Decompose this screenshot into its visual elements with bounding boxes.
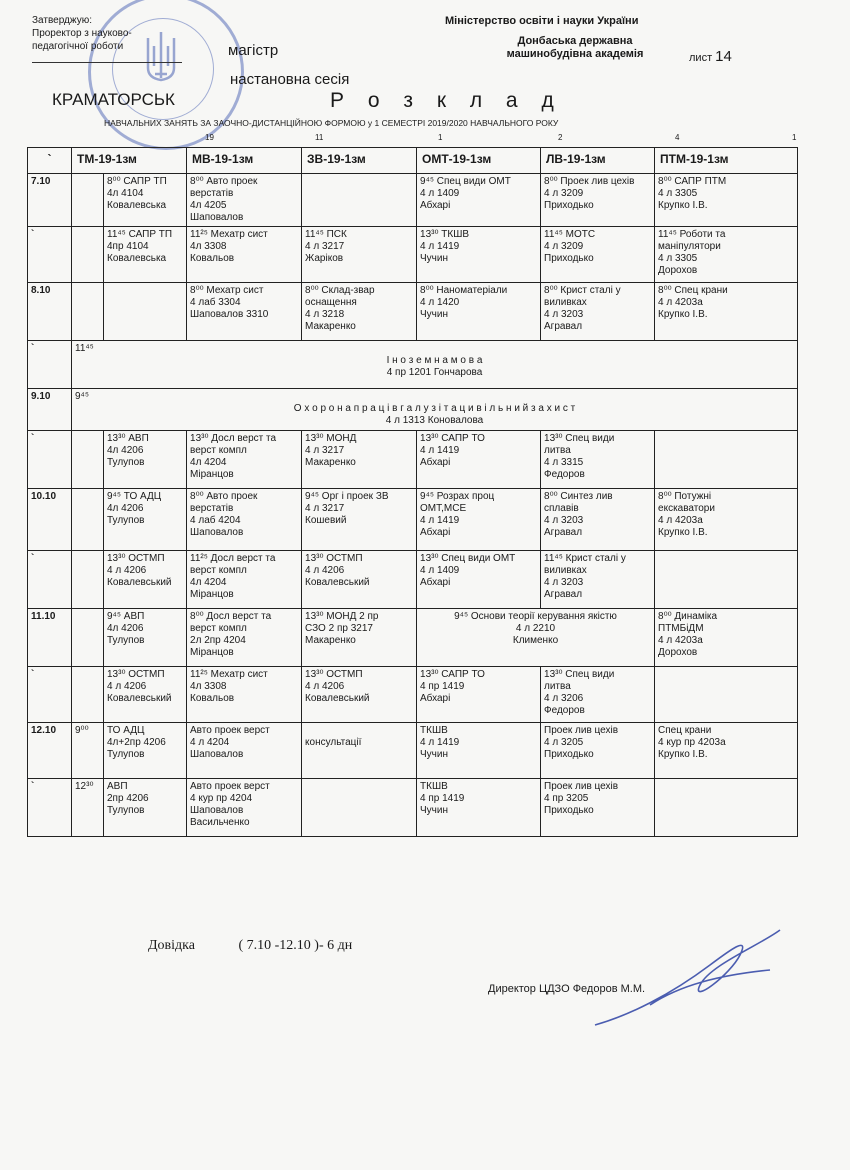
group-count: 1	[438, 133, 443, 142]
institution-line-1: Донбаська державна	[517, 35, 633, 47]
day-cell: 11.10	[28, 609, 72, 667]
time-cell	[72, 489, 104, 551]
day-cell: 7.10	[28, 174, 72, 227]
session-label: настановна сесія	[230, 71, 350, 88]
class-cell: ТКШВ 4 пр 1419 Чучин	[417, 779, 541, 837]
class-time: 11⁴⁵	[75, 343, 94, 354]
class-cell: 13³⁰ ОСТМП 4 л 4206 Ковалевський	[104, 667, 187, 723]
class-cell: 13³⁰ МОНД 2 пр СЗО 2 пр 3217 Макаренко	[302, 609, 417, 667]
class-cell: Авто проек верст 4 л 4204 Шаповалов	[187, 723, 302, 779]
institution-name	[470, 35, 680, 61]
class-cell: 13³⁰ МОНД 4 л 3217 Макаренко	[302, 431, 417, 489]
group-header: ПТМ-19-1зм	[655, 148, 798, 174]
class-cell	[655, 551, 798, 609]
class-cell: Проек лив цехів 4 л 3205 Приходько	[541, 723, 655, 779]
reference-value: ( 7.10 -12.10 )- 6 дн	[238, 938, 353, 953]
approval-block	[32, 14, 192, 63]
group-count: 11	[315, 133, 324, 142]
class-title: І н о з е м н а м о в а	[386, 355, 483, 366]
class-cell: Проек лив цехів 4 пр 3205 Приходько	[541, 779, 655, 837]
full-width-class-cell	[72, 341, 798, 389]
class-cell	[302, 779, 417, 837]
class-cell: 8⁰⁰ Потужні екскаватори 4 л 4203а Крупко І.В.	[655, 489, 798, 551]
group-header: МВ-19-1зм	[187, 148, 302, 174]
class-cell: 9⁴⁵ ТО АДЦ 4л 4206 Тулупов	[104, 489, 187, 551]
time-cell	[72, 283, 104, 341]
day-cell: `	[28, 341, 72, 389]
class-cell: 9⁴⁵ АВП 4л 4206 Тулупов	[104, 609, 187, 667]
sheet-value: 14	[715, 48, 732, 65]
table-row	[28, 609, 798, 667]
class-cell: 8⁰⁰ Досл верст та верст компл 2л 2пр 4204 Міранцов	[187, 609, 302, 667]
time-cell: 12³⁰	[72, 779, 104, 837]
group-count: 4	[675, 133, 680, 142]
group-header: ЗВ-19-1зм	[302, 148, 417, 174]
table-row	[28, 227, 798, 283]
class-cell: 11⁴⁵ Крист сталі у виливках 4 л 3203 Агравал	[541, 551, 655, 609]
day-cell: `	[28, 431, 72, 489]
class-cell: консультації	[302, 723, 417, 779]
time-cell	[72, 431, 104, 489]
class-cell: 13³⁰ Досл верст та верст компл 4л 4204 Міранцов	[187, 431, 302, 489]
class-cell	[655, 667, 798, 723]
sheet-number	[689, 48, 732, 65]
class-info: 4 л 1313 Коновалова	[385, 415, 484, 426]
reference-label: Довідка	[148, 938, 195, 953]
class-title: О х о р о н а п р а ц і в г а л у з і т а ц и в і л ь н и й з а х и с т	[293, 403, 576, 414]
class-cell: 8⁰⁰ Авто проек верстатів 4л 4205 Шаповалов	[187, 174, 302, 227]
class-cell: 8⁰⁰ Синтез лив сплавів 4 л 3203 Агравал	[541, 489, 655, 551]
class-cell: 13³⁰ ТКШВ 4 л 1419 Чучин	[417, 227, 541, 283]
approval-line-2: Проректор з науково-	[32, 28, 132, 39]
time-cell	[72, 551, 104, 609]
class-cell	[104, 283, 187, 341]
class-cell: ТКШВ 4 л 1419 Чучин	[417, 723, 541, 779]
class-cell: ТО АДЦ 4л+2пр 4206 Тулупов	[104, 723, 187, 779]
day-cell: 12.10	[28, 723, 72, 779]
class-cell: 8⁰⁰ САПР ПТМ 4 л 3305 Крупко І.В.	[655, 174, 798, 227]
schedule-table	[27, 147, 798, 837]
time-cell	[72, 227, 104, 283]
table-row	[28, 551, 798, 609]
group-counts	[190, 133, 800, 145]
degree-label: магістр	[228, 42, 279, 59]
ministry-name: Міністерство освіти і науки України	[445, 15, 639, 27]
group-header: ТМ-19-1зм	[72, 148, 187, 174]
table-row	[28, 174, 798, 227]
class-cell: 11²⁵ Мехатр сист 4л 3308 Ковальов	[187, 667, 302, 723]
class-cell	[655, 779, 798, 837]
schedule-body	[28, 174, 798, 837]
group-header: ЛВ-19-1зм	[541, 148, 655, 174]
class-cell: 11⁴⁵ САПР ТП 4пр 4104 Ковалевська	[104, 227, 187, 283]
class-cell: 8⁰⁰ Авто проек верстатів 4 лаб 4204 Шаповалов	[187, 489, 302, 551]
group-count: 19	[205, 133, 214, 142]
class-cell: 11⁴⁵ ПСК 4 л 3217 Жаріков	[302, 227, 417, 283]
approval-line-3: педагогічної роботи	[32, 41, 124, 52]
class-cell: 8⁰⁰ Наноматеріали 4 л 1420 Чучин	[417, 283, 541, 341]
class-time: 9⁴⁵	[75, 391, 90, 402]
table-row	[28, 341, 798, 389]
class-cell: 11²⁵ Мехатр сист 4л 3308 Ковальов	[187, 227, 302, 283]
day-cell: `	[28, 551, 72, 609]
class-cell: 9⁴⁵ Спец види ОМТ 4 л 1409 Абхарі	[417, 174, 541, 227]
class-cell: 13³⁰ Спец види литва 4 л 3206 Федоров	[541, 667, 655, 723]
corner-cell: `	[28, 148, 72, 174]
class-cell: 9⁴⁵ Розрах проц ОМТ,МСЕ 4 л 1419 Абхарі	[417, 489, 541, 551]
class-cell: 13³⁰ САПР ТО 4 л 1419 Абхарі	[417, 431, 541, 489]
institution-line-2: машинобудівна академія	[506, 48, 644, 60]
table-row	[28, 283, 798, 341]
class-cell: 8⁰⁰ Динаміка ПТМБіДМ 4 л 4203а Дорохов	[655, 609, 798, 667]
table-row	[28, 489, 798, 551]
signature-line	[32, 53, 182, 63]
page-subtitle: НАВЧАЛЬНИХ ЗАНЯТЬ ЗА ЗАОЧНО-ДИСТАНЦІЙНОЮ ФОРМОЮ у 1 СЕМЕСТРІ 2019/2020 НАВЧАЛЬНОГО РОКУ	[104, 118, 559, 128]
table-row	[28, 779, 798, 837]
day-cell: `	[28, 779, 72, 837]
class-cell: 13³⁰ ОСТМП 4 л 4206 Ковалевський	[302, 667, 417, 723]
time-cell	[72, 174, 104, 227]
class-cell	[655, 431, 798, 489]
group-count: 2	[558, 133, 563, 142]
day-cell: `	[28, 667, 72, 723]
class-cell: 8⁰⁰ Проек лив цехів 4 л 3209 Приходько	[541, 174, 655, 227]
city-label: КРАМАТОРСЬК	[52, 90, 175, 109]
class-cell: 11²⁵ Досл верст та верст компл 4л 4204 Міранцов	[187, 551, 302, 609]
class-cell: 8⁰⁰ Крист сталі у виливках 4 л 3203 Агравал	[541, 283, 655, 341]
class-cell: 8⁰⁰ Склад-звар оснащення 4 л 3218 Макаренко	[302, 283, 417, 341]
class-cell: 8⁰⁰ Мехатр сист 4 лаб 3304 Шаповалов 3310	[187, 283, 302, 341]
class-cell: Спец крани 4 кур пр 4203а Крупко І.В.	[655, 723, 798, 779]
class-cell: 13³⁰ АВП 4л 4206 Тулупов	[104, 431, 187, 489]
full-width-class-cell	[72, 389, 798, 431]
day-cell: 8.10	[28, 283, 72, 341]
class-cell: 8⁰⁰ Спец крани 4 л 4203а Крупко І.В.	[655, 283, 798, 341]
table-header-row	[28, 148, 798, 174]
class-cell: 13³⁰ Спец види литва 4 л 3315 Федоров	[541, 431, 655, 489]
class-cell: 13³⁰ ОСТМП 4 л 4206 Ковалевський	[302, 551, 417, 609]
group-header: ОМТ-19-1зм	[417, 148, 541, 174]
day-cell: 10.10	[28, 489, 72, 551]
reference-note	[148, 938, 352, 954]
class-cell	[302, 174, 417, 227]
sheet-label: лист	[689, 52, 713, 64]
class-cell: Авто проек верст 4 кур пр 4204 Шаповалов Васильченко	[187, 779, 302, 837]
handwritten-signature	[590, 925, 790, 1035]
class-cell: 13³⁰ САПР ТО 4 пр 1419 Абхарі	[417, 667, 541, 723]
page-title: Р о з к л а д	[330, 89, 563, 112]
approval-line-1: Затверджую:	[32, 15, 92, 26]
table-row	[28, 431, 798, 489]
time-cell	[72, 609, 104, 667]
class-cell: 11⁴⁵ Роботи та маніпулятори 4 л 3305 Дорохов	[655, 227, 798, 283]
day-cell: 9.10	[28, 389, 72, 431]
time-cell	[72, 667, 104, 723]
table-row	[28, 667, 798, 723]
day-cell: `	[28, 227, 72, 283]
table-row	[28, 723, 798, 779]
class-cell: АВП 2пр 4206 Тулупов	[104, 779, 187, 837]
group-count: 1	[792, 133, 797, 142]
class-cell: 9⁴⁵ Орг і проек ЗВ 4 л 3217 Кошевий	[302, 489, 417, 551]
class-info: 4 пр 1201 Гончарова	[386, 367, 483, 378]
class-cell: 13³⁰ Спец види ОМТ 4 л 1409 Абхарі	[417, 551, 541, 609]
class-cell: 13³⁰ ОСТМП 4 л 4206 Ковалевський	[104, 551, 187, 609]
time-cell: 9⁰⁰	[72, 723, 104, 779]
class-cell: 9⁴⁵ Основи теорії керування якістю 4 л 2210 Клименко	[417, 609, 655, 667]
table-row	[28, 389, 798, 431]
director-signature-line: Директор ЦДЗО Федоров М.М.	[488, 983, 646, 995]
class-cell: 8⁰⁰ САПР ТП 4л 4104 Ковалевська	[104, 174, 187, 227]
class-cell: 11⁴⁵ МОТС 4 л 3209 Приходько	[541, 227, 655, 283]
